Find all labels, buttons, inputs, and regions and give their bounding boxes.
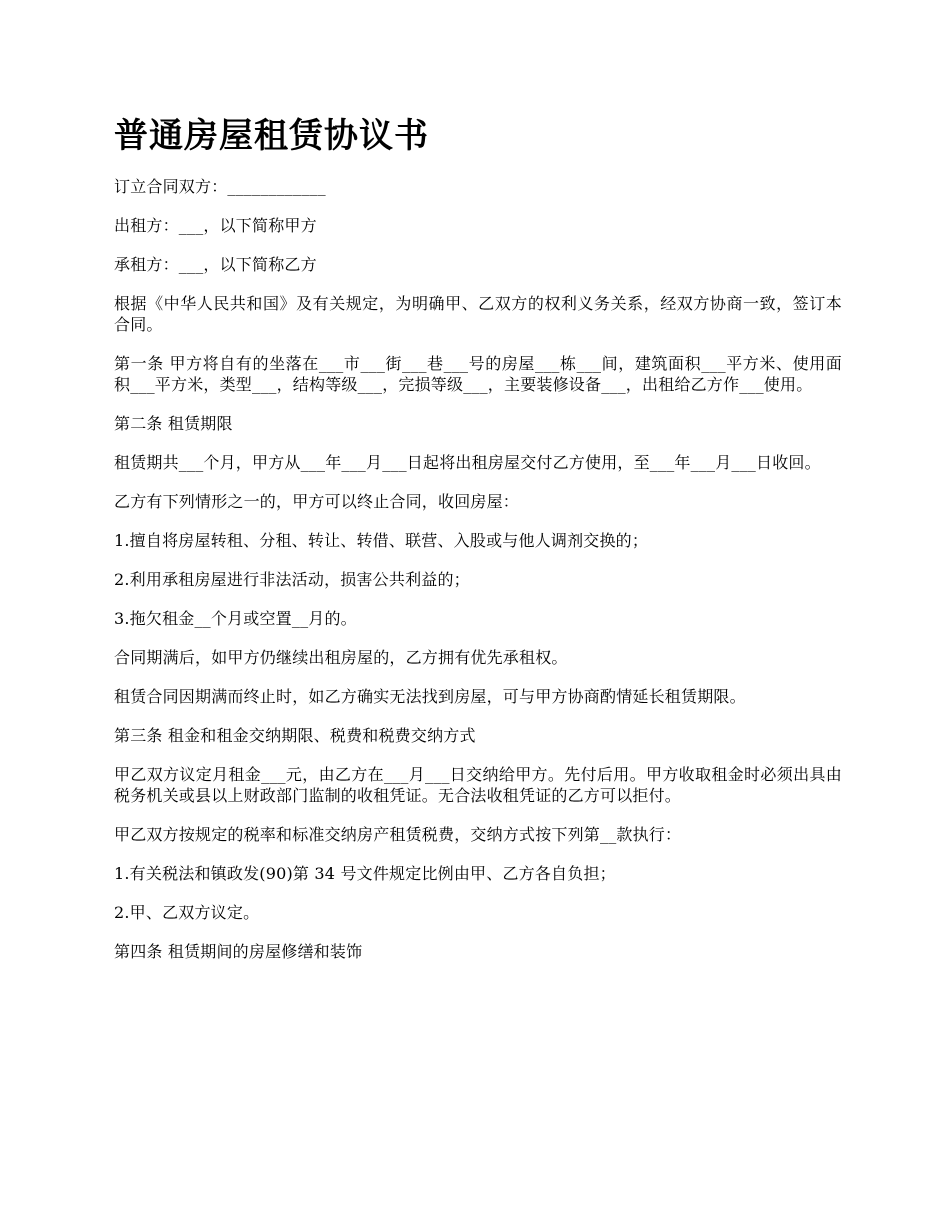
termination-item-2: 2.利用承租房屋进行非法活动，损害公共利益的； [114,570,470,589]
article-1-paragraph: 第一条 甲方将自有的坐落在___市___街___巷___号的房屋___栋___间，建筑面积___平方米、使用面积___平方米，类型___，结构等级___，完损等级___，主要装修设备___，出租给乙方作___使用。 [114,354,842,394]
lease-term-paragraph: 租赁期共___个月，甲方从___年___月___日起将出租房屋交付乙方使用，至___年___月___日收回。 [114,453,821,472]
document-title: 普通房屋租赁协议书 [114,116,429,156]
termination-intro: 乙方有下列情形之一的，甲方可以终止合同，收回房屋： [114,492,520,511]
rent-paragraph: 甲乙双方议定月租金___元，由乙方在___月___日交纳给甲方。先付后用。甲方收取租金时必须出具由税务机关或县以上财政部门监制的收租凭证。无合法收租凭证的乙方可以拒付。 [114,765,842,805]
article-4-heading: 第四条 租赁期间的房屋修缮和装饰 [114,942,363,961]
renewal-priority-paragraph: 合同期满后，如甲方仍继续出租房屋的，乙方拥有优先承租权。 [114,648,568,667]
lessee-line: 承租方：___，以下简称乙方 [114,255,317,274]
parties-line: 订立合同双方：____________ [114,177,326,196]
tax-intro-paragraph: 甲乙双方按规定的税率和标准交纳房产租赁税费，交纳方式按下列第__款执行： [114,825,682,844]
lessor-line: 出租方：___，以下简称甲方 [114,216,317,235]
extension-paragraph: 租赁合同因期满而终止时，如乙方确实无法找到房屋，可与甲方协商酌情延长租赁期限。 [114,687,746,706]
termination-item-1: 1.擅自将房屋转租、分租、转让、转借、联营、入股或与他人调剂交换的； [114,531,649,550]
article-3-heading: 第三条 租金和租金交纳期限、税费和税费交纳方式 [114,726,476,745]
article-2-heading: 第二条 租赁期限 [114,414,233,433]
document-page [114,112,842,980]
tax-item-1: 1.有关税法和镇政发(90)第 34 号文件规定比例由甲、乙方各自负担； [114,864,616,883]
preamble-paragraph: 根据《中华人民共和国》及有关规定，为明确甲、乙双方的权利义务关系，经双方协商一致，签订本合同。 [114,294,842,334]
tax-item-2: 2.甲、乙双方议定。 [114,903,260,922]
termination-item-3: 3.拖欠租金__个月或空置__月的。 [114,609,357,628]
